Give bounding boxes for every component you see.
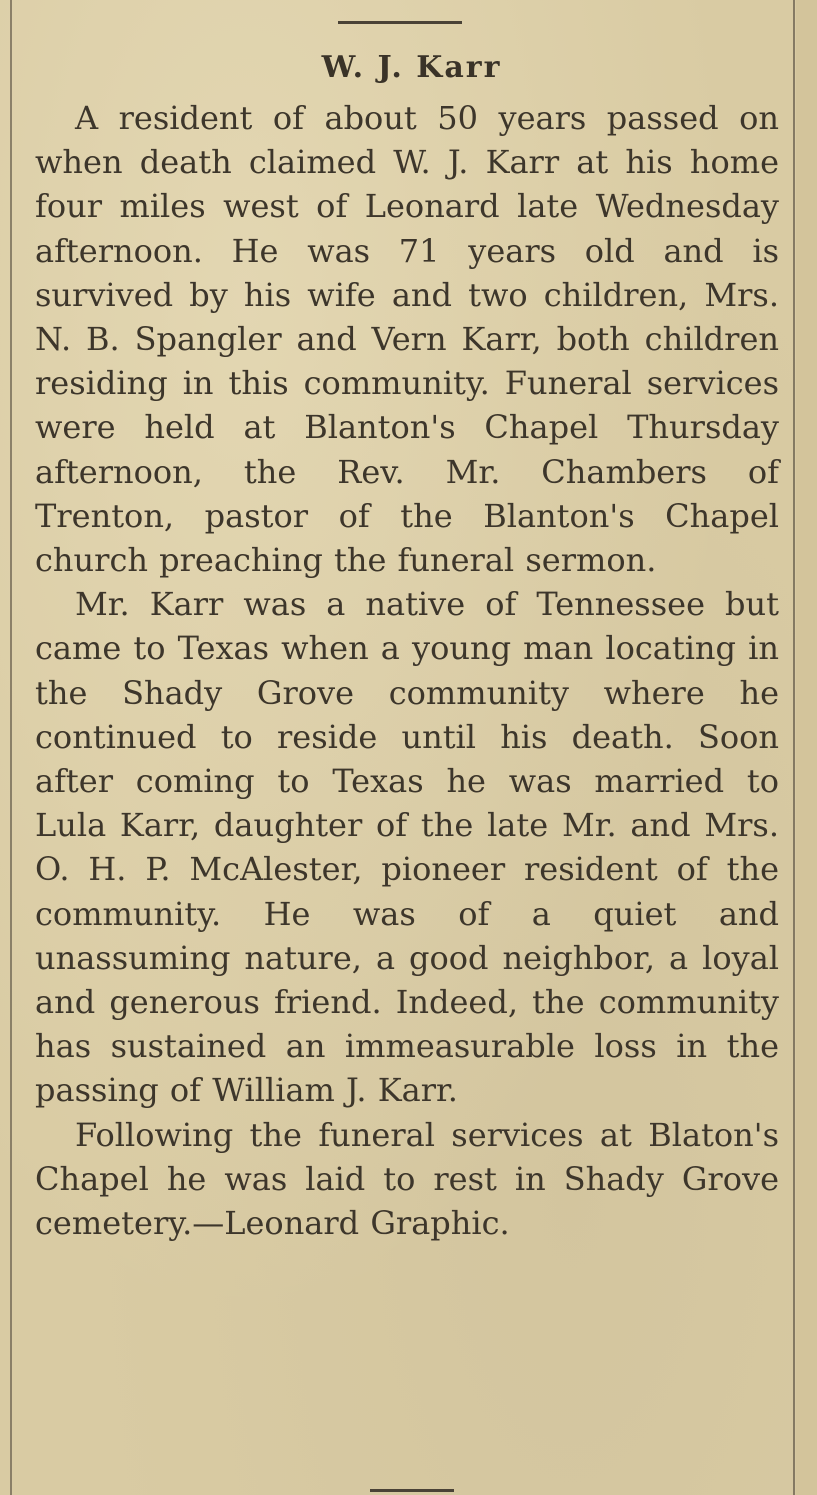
obituary-headline: W. J. Karr (321, 50, 502, 85)
top-divider-rule (338, 21, 462, 24)
adjacent-column-edge (796, 0, 817, 1495)
obituary-body (35, 96, 779, 1245)
column-rule-right (793, 0, 795, 1495)
bottom-divider-rule (370, 1489, 454, 1492)
paragraph-2: Mr. Karr was a native of Tennessee but came to Texas when a young man locating in the Shady Grove community where he continued to reside until his death. Soon after coming to Texas he was married to Lula Karr, daughter of the late Mr. and Mrs. O. H. P. McAlester, pioneer resident of the community. He was of a quiet and unassuming nature, a good neighbor, a loyal and generous friend. Indeed, the community has sustained an immeasurable loss in the passing of William J. Karr. (35, 585, 779, 1110)
column-rule-left (10, 0, 12, 1495)
paragraph-3: Following the funeral services at Blaton's Chapel he was laid to rest in Shady Grove cemetery.—Leonard Graphic. (35, 1115, 779, 1243)
paragraph-1: A resident of about 50 years passed on when death claimed W. J. Karr at his home four miles west of Leonard late Wednesday afternoon. He was 71 years old and is survived by his wife and two children, Mrs. N. B. Spangler and Vern Karr, both children residing in this community. Funeral services were held at Blanton's Chapel Thursday afternoon, the Rev. Mr. Chambers of Trenton, pastor of the Blanton's Chapel church preaching the funeral sermon. (35, 99, 779, 580)
